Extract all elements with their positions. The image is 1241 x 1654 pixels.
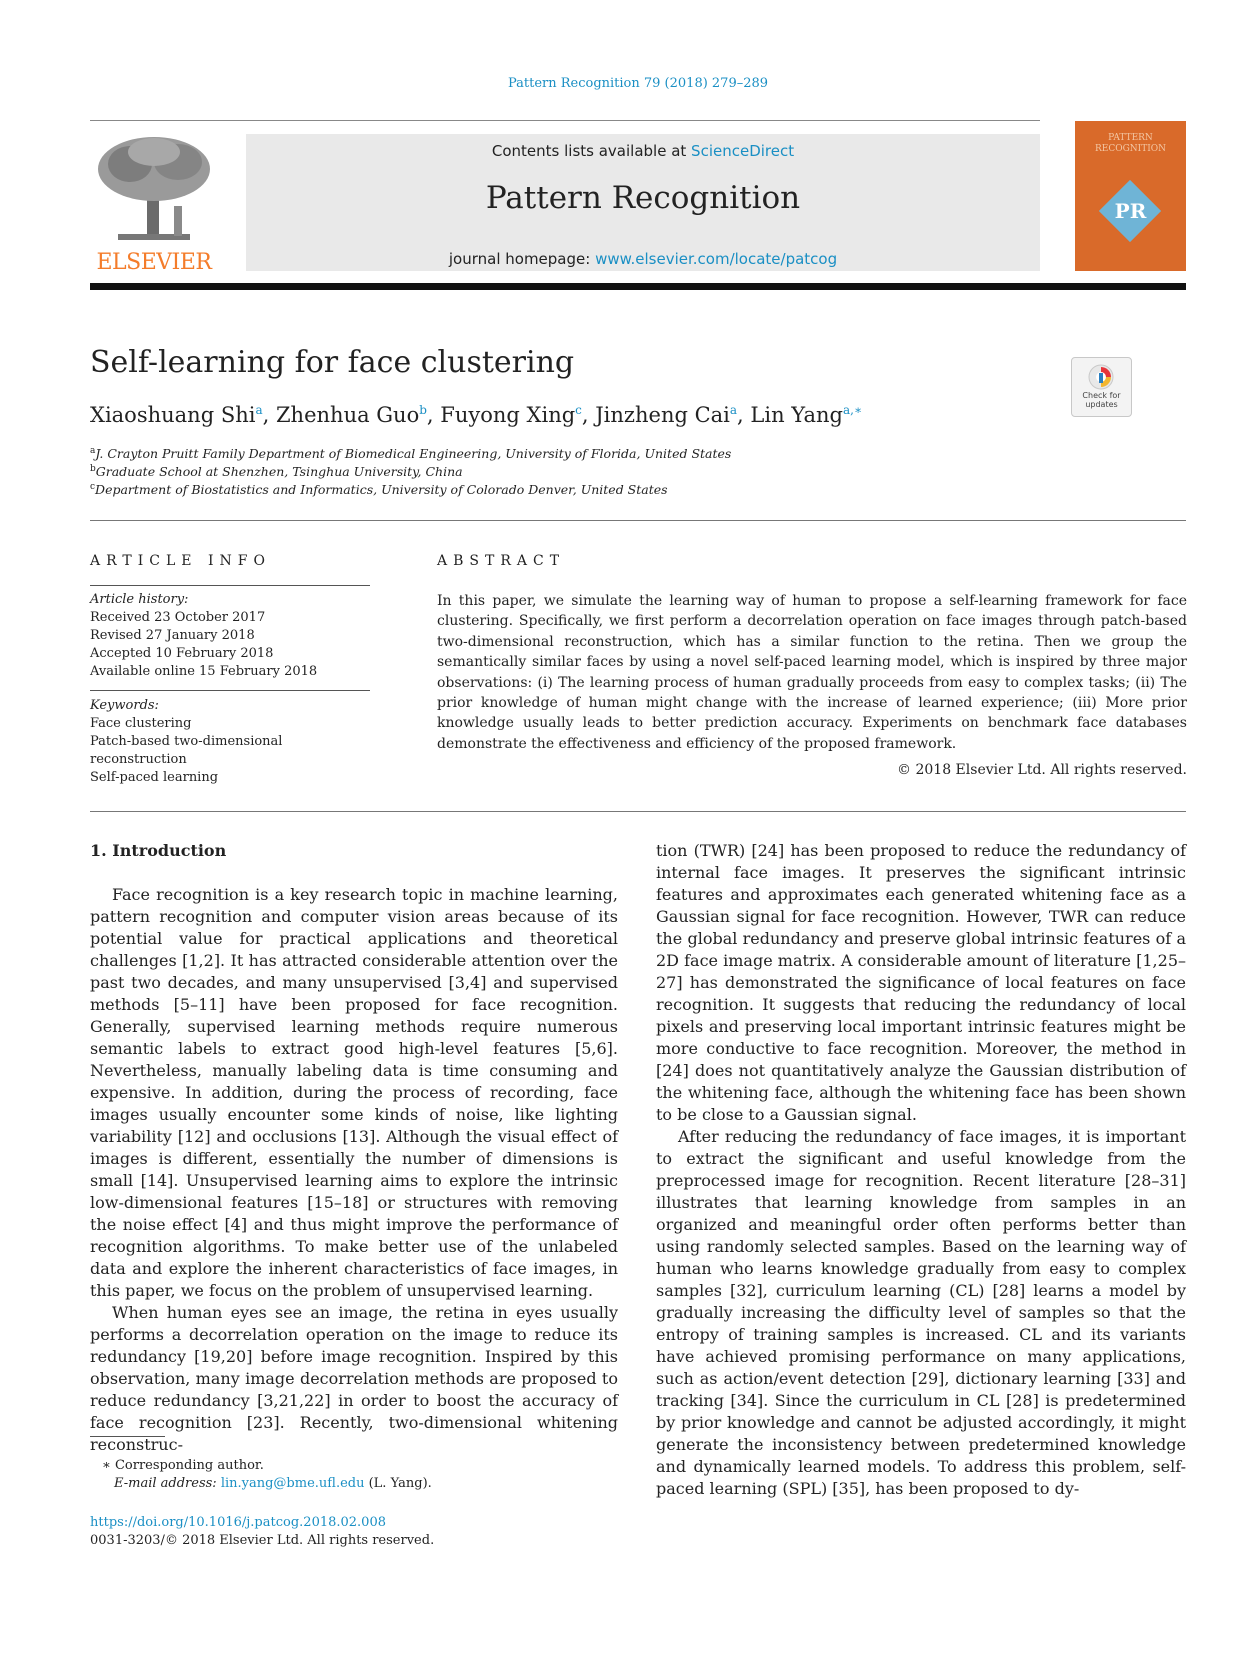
article-title: Self-learning for face clustering xyxy=(90,345,575,380)
cover-title: PATTERN RECOGNITION xyxy=(1094,133,1167,154)
affiliation xyxy=(90,464,463,479)
section-heading: 1. Introduction xyxy=(90,841,227,860)
body-paragraph: tion (TWR) [24] has been proposed to reduce the redundancy of internal face images. It preserves the significant intrinsic features and approximates each generated whitening face as a Gaussian signal for face recognition. However, TWR can reduce the global redundancy and preserve global intrinsic features of a 2D face image matrix. A considerable amount of literature [1,25–27] has demonstrated the significance of local features on face recognition. It suggests that reducing the redundancy of local pixels and preserving local important intrinsic features might be more conductive to face recognition. Moreover, the method in [24] does not quantitatively analyze the Gaussian distribution of the whitening face, although the whitening face has been shown to be close to a Gaussian signal. xyxy=(656,841,1186,1124)
history-revised: Revised 27 January 2018 xyxy=(90,628,255,643)
affiliation-text: Department of Biostatistics and Informatics, University of Colorado Denver, United States xyxy=(95,482,668,498)
author-name[interactable]: Fuyong Xing xyxy=(440,403,576,427)
author-name[interactable]: Xiaoshuang Shi xyxy=(90,403,256,427)
author-affil-mark[interactable]: a xyxy=(729,403,738,417)
keywords-label: Keywords: xyxy=(90,698,159,713)
affiliations-divider xyxy=(90,520,1186,521)
email-suffix: (L. Yang). xyxy=(364,1476,432,1491)
author-name[interactable]: Jinzheng Cai xyxy=(595,403,730,427)
body-paragraph: When human eyes see an image, the retina in eyes usually performs a decorrelation operation on the image to reduce its redundancy [19,20] before image recognition. Inspired by this observation, many image decorrelation methods are proposed to reduce redundancy [3,21,22] in order to boost the accuracy of face recognition [23]. Recently, two-dimensional whitening reconstruc- xyxy=(90,1303,618,1454)
left-column xyxy=(90,884,618,1456)
article-info-rule xyxy=(90,585,370,586)
doi-link[interactable]: https://doi.org/10.1016/j.patcog.2018.02.008 xyxy=(90,1515,386,1530)
check-updates-icon xyxy=(1088,364,1114,390)
author-name[interactable]: Lin Yang xyxy=(750,403,843,427)
cover-mark: PR xyxy=(1114,199,1147,223)
abstract-text: In this paper, we simulate the learning way of human to propose a self-learning framework for face clustering. Specifically, we first perform a decorrelation operation on face images through patch-based two-dimensional reconstruction, which has a similar function to the retina. Then we group the semantically similar faces by using a novel self-paced learning model, which is inspired by three major observations: (i) The learning process of human gradually proceeds from easy to complex tasks; (ii) The prior knowledge of human might change with the increase of learned experience; (iii) More prior knowledge usually leads to better prediction accuracy. Experiments on benchmark face databases demonstrate the effectiveness and efficiency of the proposed framework. xyxy=(437,593,1187,752)
affiliation-text: J. Crayton Pruitt Family Department of Biomedical Engineering, University of Florida, United States xyxy=(95,446,732,462)
homepage-link[interactable]: www.elsevier.com/locate/patcog xyxy=(595,250,838,268)
keyword: Self-paced learning xyxy=(90,770,219,785)
author-name[interactable]: Zhenhua Guo xyxy=(275,403,420,427)
article-history xyxy=(90,591,370,681)
history-online: Available online 15 February 2018 xyxy=(90,664,318,679)
affiliation-mark: c xyxy=(90,482,96,492)
body-paragraph: Face recognition is a key research topic in machine learning, pattern recognition and computer vision areas because of its potential value for practical applications and theoretical challenges [1,2]. It has attracted considerable attention over the past two decades, and many unsupervised [3,4] and supervised methods [5–11] have been proposed for face recognition. Generally, supervised learning methods require numerous semantic labels to extract good high-level features [5,6]. Nevertheless, manually labeling data is time consuming and expensive. In addition, during the process of recording, face images usually encounter some kinds of noise, like lighting variability [12] and occlusions [13]. Although the visual effect of images is different, essentially the number of dimensions is small [14]. Unsupervised learning aims to explore the intrinsic low-dimensional features [15–18] or structures with removing the noise effect [4] and thus might improve the performance of recognition algorithms. To make better use of the unlabeled data and explore the inherent characteristics of face images, in this paper, we focus on the problem of unsupervised learning. xyxy=(90,885,618,1300)
contents-line xyxy=(246,142,1040,160)
footnote-rule xyxy=(90,1436,165,1437)
elsevier-wordmark: ELSEVIER xyxy=(96,250,212,275)
author-affil-mark[interactable]: a,∗ xyxy=(843,403,863,417)
abstract-copyright: © 2018 Elsevier Ltd. All rights reserved. xyxy=(897,762,1187,778)
header-divider xyxy=(90,120,1040,121)
affiliation xyxy=(90,446,731,461)
affiliation-mark: a xyxy=(90,446,96,456)
homepage-prefix: journal homepage: xyxy=(448,250,596,268)
article-info-heading: ARTICLE INFO xyxy=(90,553,271,569)
history-accepted: Accepted 10 February 2018 xyxy=(90,646,274,661)
email-link[interactable]: lin.yang@bme.ufl.edu xyxy=(220,1476,365,1491)
author-affil-mark[interactable]: b xyxy=(419,403,427,417)
check-for-updates-button[interactable] xyxy=(1071,357,1132,417)
body-paragraph: After reducing the redundancy of face images, it is important to extract the significant and useful knowledge from the preprocessed image for recognition. Recent literature [28–31] illustrates that learning knowledge from samples in an organized and meaningful order often performs better than using randomly selected samples. Based on the learning way of human who learns knowledge gradually from easy to complex samples [32], curriculum learning (CL) [28] learns a model by gradually increasing the difficulty level of samples so that the entropy of training samples is increased. CL and its variants have achieved promising performance on many applications, such as action/event detection [29], dictionary learning [33] and tracking [34]. Since the curriculum in CL [28] is predetermined by prior knowledge and cannot be adjusted accordingly, it might generate the inconsistency between predetermined knowledge and dynamically learned models. To address this problem, self-paced learning (SPL) [35], has been proposed to dy- xyxy=(656,1127,1186,1498)
homepage-line xyxy=(246,250,1040,268)
email-note xyxy=(114,1476,432,1491)
issn-line: 0031-3203/© 2018 Elsevier Ltd. All rights reserved. xyxy=(90,1533,435,1548)
abstract-divider xyxy=(90,811,1186,812)
sciencedirect-link[interactable]: ScienceDirect xyxy=(691,142,795,160)
affiliation xyxy=(90,482,668,497)
history-label: Article history: xyxy=(90,592,189,607)
check-updates-label: Check for updates xyxy=(1082,391,1121,409)
keywords xyxy=(90,697,370,787)
author-list: Xiaoshuang Shi$^a$, Zhenhua Guo$^b$, Fuyong Xing$^c$, Jinzheng Cai$^a$, Lin Yang$^{a,∗}$ xyxy=(90,403,863,427)
corresponding-author-note: ∗ Corresponding author. xyxy=(102,1458,264,1473)
keyword: Face clustering xyxy=(90,716,192,731)
history-received: Received 23 October 2017 xyxy=(90,610,266,625)
header-thick-rule xyxy=(90,283,1186,290)
author-affil-mark[interactable]: a xyxy=(255,403,263,417)
contents-prefix: Contents lists available at xyxy=(491,142,692,160)
journal-cover-image xyxy=(1075,121,1186,271)
journal-name: Pattern Recognition xyxy=(485,180,801,216)
journal-citation-link[interactable]: Pattern Recognition 79 (2018) 279–289 xyxy=(507,76,769,91)
affiliation-text: Graduate School at Shenzhen, Tsinghua University, China xyxy=(95,464,463,480)
right-column xyxy=(656,840,1186,1500)
keywords-rule xyxy=(90,690,370,691)
keyword: reconstruction xyxy=(90,752,187,767)
email-label: E-mail address: xyxy=(114,1476,221,1491)
keyword: Patch-based two-dimensional xyxy=(90,734,283,749)
affiliation-mark: b xyxy=(90,464,96,474)
author-affil-mark[interactable]: c xyxy=(575,403,582,417)
abstract-heading: ABSTRACT xyxy=(437,553,566,569)
